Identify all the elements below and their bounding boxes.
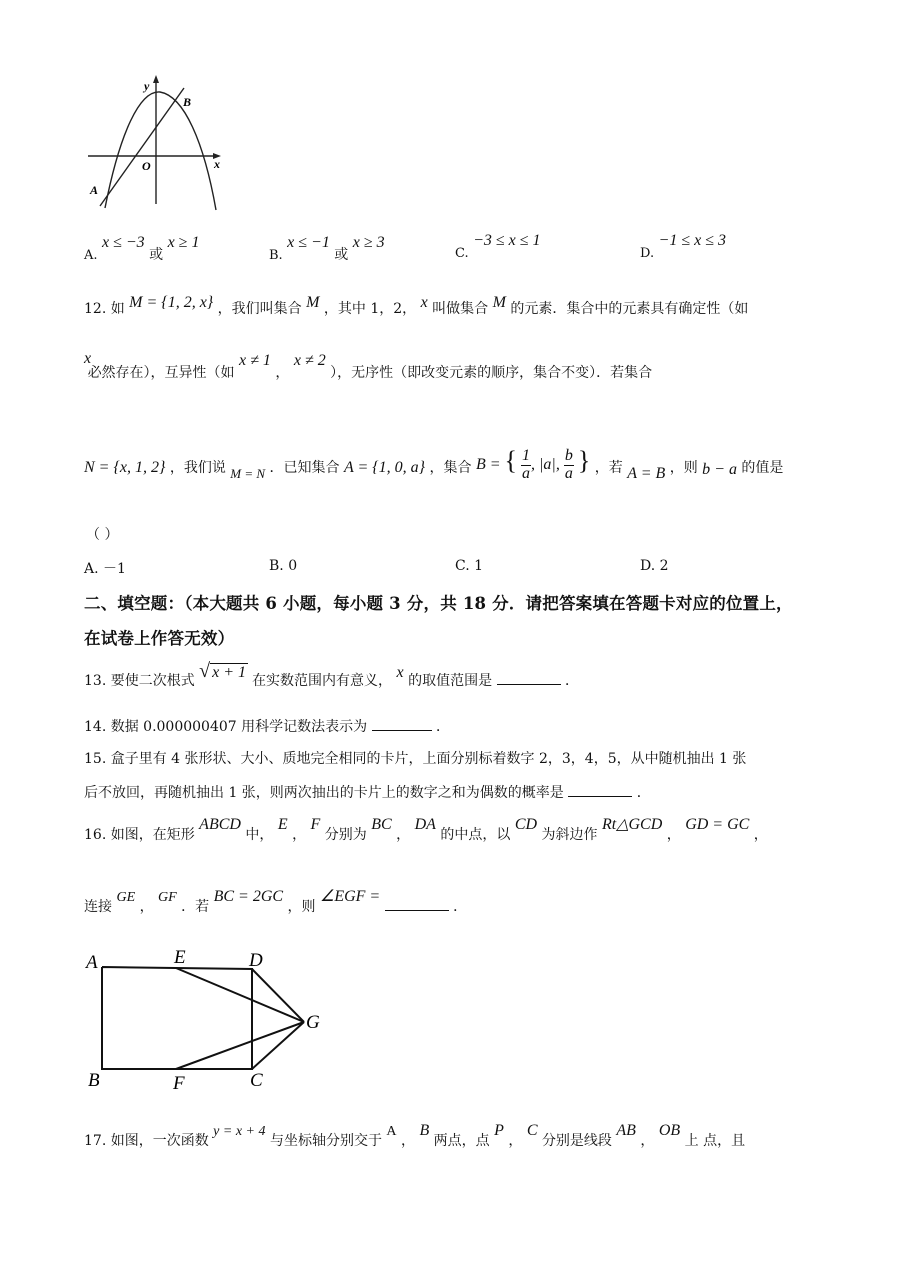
section-heading-line1: 二、填空题：（本大题共 6 小题，每小题 3 分，共 18 分．请把答案填在答题卡对应的位置上， — [84, 594, 793, 613]
text: 14. 数据 0.000000407 用科学记数法表示为 — [84, 719, 368, 735]
vertex-g-label: G — [306, 1012, 320, 1033]
option-letter: A. — [84, 248, 98, 263]
text: 为斜边作 — [541, 827, 598, 843]
set-b: B = { $\frac{1}{a}$ , |a|, $\frac{b}{a}$ } — [475, 446, 591, 482]
frac1-num: 1 — [522, 447, 531, 465]
set-b-prefix: B = — [475, 456, 501, 473]
text: 分别是线段 — [541, 1133, 612, 1149]
brace-left: { — [504, 446, 518, 475]
text: ，若 — [594, 460, 623, 477]
segment-cg — [252, 1022, 304, 1069]
option-c-expr: −3 ≤ x ≤ 1 — [473, 232, 541, 249]
math-x: x — [396, 664, 404, 681]
answer-blank[interactable] — [497, 670, 561, 685]
q11-option-b — [269, 232, 385, 263]
q15-line1: 15. 盒子里有 4 张形状、大小、质地完全相同的卡片，上面分别标着数字 2，3，4，5，从中随机抽出 1 张 — [84, 751, 747, 767]
q12-number: 12. 如 — [84, 301, 125, 317]
text: ， — [640, 1133, 655, 1149]
frac2-num: b — [564, 447, 573, 465]
text: ，则 — [669, 460, 698, 477]
text: ， — [666, 827, 681, 843]
option-b-conj: 或 — [334, 247, 349, 263]
set-n: N = {x, 1, 2} — [84, 459, 166, 477]
text: 叫做集合 — [432, 301, 489, 317]
vertex-d-label: D — [249, 950, 263, 971]
text: 分别为 — [324, 827, 367, 843]
q11-graph — [80, 72, 230, 212]
option-b-left: x ≤ −1 — [287, 234, 330, 251]
vertex-a-label: A — [86, 952, 98, 973]
q12-line1 — [84, 292, 749, 317]
text: ，集合 — [429, 460, 472, 477]
text: 16. 如图，在矩形 — [84, 827, 195, 843]
math-condition: BC = 2GC — [213, 888, 284, 905]
math-abcd: ABCD — [199, 816, 241, 833]
q12-option-d: D. 2 — [640, 558, 669, 574]
text: 的值是 — [741, 460, 784, 477]
text: ， — [292, 827, 307, 843]
answer-blank[interactable] — [385, 896, 449, 911]
q16-line2 — [84, 886, 468, 915]
text: 的取值范围是 — [408, 673, 493, 689]
math-m: M — [492, 294, 506, 311]
text: 上 点，且 — [684, 1133, 746, 1149]
text: 两点，点 — [433, 1133, 490, 1149]
text: 与坐标轴分别交于 — [269, 1133, 382, 1149]
q13 — [84, 660, 579, 689]
q12-line2 — [84, 350, 653, 381]
q14 — [84, 716, 450, 736]
math-m-eq-n: M = N — [230, 466, 266, 482]
math-rt-triangle: Rt△GCD — [601, 816, 663, 833]
math-ob: OB — [658, 1122, 681, 1139]
text: 中， — [245, 827, 274, 843]
x-axis-label: x — [214, 157, 220, 171]
math-da: DA — [414, 816, 436, 833]
math-ne2: x ≠ 2 — [293, 352, 326, 369]
math-p: P — [494, 1122, 504, 1139]
vertex-c-label: C — [250, 1070, 263, 1091]
math-ab: AB — [616, 1122, 636, 1139]
text: 连接 — [84, 899, 112, 915]
vertex-b-label: B — [88, 1070, 100, 1091]
abs-a: |a| — [539, 456, 556, 473]
q12-answer-paren: （ ） — [86, 527, 119, 543]
text: ， — [275, 365, 290, 381]
math-cd: CD — [514, 816, 538, 833]
math-f: F — [310, 816, 321, 833]
math-m: M — [306, 294, 320, 311]
line-ab — [100, 88, 184, 206]
text: ， — [753, 827, 768, 843]
radical-sign: √ — [199, 660, 211, 682]
math-x: x — [420, 294, 428, 311]
section-heading-line2: 在试卷上作答无效） — [84, 629, 235, 648]
point-a-label: A — [90, 183, 99, 197]
text: ．若 — [181, 899, 210, 915]
q15-line2 — [84, 782, 651, 802]
option-b-right: x ≥ 3 — [352, 234, 385, 251]
text: ，其中 1，2， — [323, 301, 417, 317]
q16-line1 — [84, 814, 768, 843]
text: ，我们叫集合 — [217, 301, 302, 317]
text: ，我们说 — [169, 460, 226, 477]
text: ， — [508, 1133, 523, 1149]
text: ，则 — [287, 899, 316, 915]
option-letter: C. — [455, 246, 469, 261]
vertex-f-label: F — [173, 1073, 185, 1094]
text: ． — [564, 673, 579, 689]
y-axis-arrow — [153, 75, 159, 83]
math-a-eq-b: A = B — [627, 465, 666, 483]
set-a: A = {1, 0, a} — [343, 459, 426, 477]
y-axis-label: y — [144, 79, 150, 93]
text: ， — [400, 1133, 415, 1149]
text: ， — [396, 827, 411, 843]
q12-line3 — [84, 446, 783, 483]
origin-label: O — [142, 159, 151, 173]
text: 后不放回，再随机抽出 1 张，则两次抽出的卡片上的数字之和为偶数的概率是 — [84, 785, 564, 801]
math-bc: BC — [371, 816, 392, 833]
answer-blank[interactable] — [372, 716, 432, 731]
math-c: C — [526, 1122, 538, 1139]
sqrt-expression — [199, 660, 252, 682]
text: ． — [453, 899, 468, 915]
frac1-den: a — [522, 464, 531, 482]
fraction-b-over-a — [564, 448, 574, 483]
text: 的中点，以 — [440, 827, 511, 843]
math-b: B — [419, 1122, 430, 1139]
text: ．已知集合 — [269, 460, 340, 477]
point-b-label: B — [183, 95, 192, 109]
text: 必然存在），互异性（如 — [87, 365, 235, 381]
math-gd-eq-gc: GD = GC — [685, 816, 750, 833]
segment-fg — [176, 1022, 304, 1069]
q17-line1 — [84, 1120, 746, 1149]
text: ， — [139, 899, 154, 915]
option-a-right: x ≥ 1 — [167, 234, 200, 251]
q12-option-a: A. －1 — [84, 561, 126, 577]
math-e: E — [277, 816, 288, 833]
math-gf: GF — [158, 890, 177, 905]
parabola-curve — [105, 92, 216, 210]
option-a-left: x ≤ −3 — [101, 234, 145, 251]
text: ． — [436, 719, 451, 735]
radicand: x + 1 — [212, 664, 247, 681]
math-function: y = x + 4 — [213, 1124, 266, 1139]
math-ne1: x ≠ 1 — [239, 352, 271, 369]
math-b-minus-a: b − a — [702, 461, 737, 479]
option-d-expr: −1 ≤ x ≤ 3 — [658, 232, 727, 249]
set-m: M = {1, 2, x} — [129, 294, 214, 311]
fraction-1-over-a — [521, 448, 531, 483]
text: 17. 如图，一次函数 — [84, 1133, 209, 1149]
option-letter: D. — [640, 246, 655, 261]
q11-option-d — [640, 232, 727, 261]
math-x: x — [84, 350, 92, 367]
text: 13. 要使二次根式 — [84, 673, 195, 689]
text: 的元素．集合中的元素具有确定性（如 — [510, 301, 749, 317]
rectangle-abcd — [102, 967, 252, 1069]
vertex-e-label: E — [174, 947, 186, 968]
q12-option-b: B. 0 — [269, 558, 298, 574]
brace-right: } — [577, 446, 591, 475]
segment-eg — [176, 968, 304, 1022]
text: ），无序性（即改变元素的顺序，集合不变）．若集合 — [330, 365, 653, 381]
math-a: A — [386, 1124, 397, 1139]
text: ． — [636, 785, 651, 801]
math-ge: GE — [116, 890, 136, 905]
q11-option-a — [84, 232, 200, 263]
frac2-den: a — [564, 464, 573, 482]
answer-blank[interactable] — [568, 782, 632, 797]
math-angle-egf: ∠EGF = — [319, 888, 381, 905]
q16-figure — [80, 944, 330, 1094]
q12-option-c: C. 1 — [455, 558, 484, 574]
segment-dg — [252, 969, 304, 1022]
text: 在实数范围内有意义， — [252, 673, 393, 689]
option-a-conj: 或 — [149, 247, 164, 263]
q11-option-c — [455, 232, 541, 261]
option-letter: B. — [269, 248, 283, 263]
